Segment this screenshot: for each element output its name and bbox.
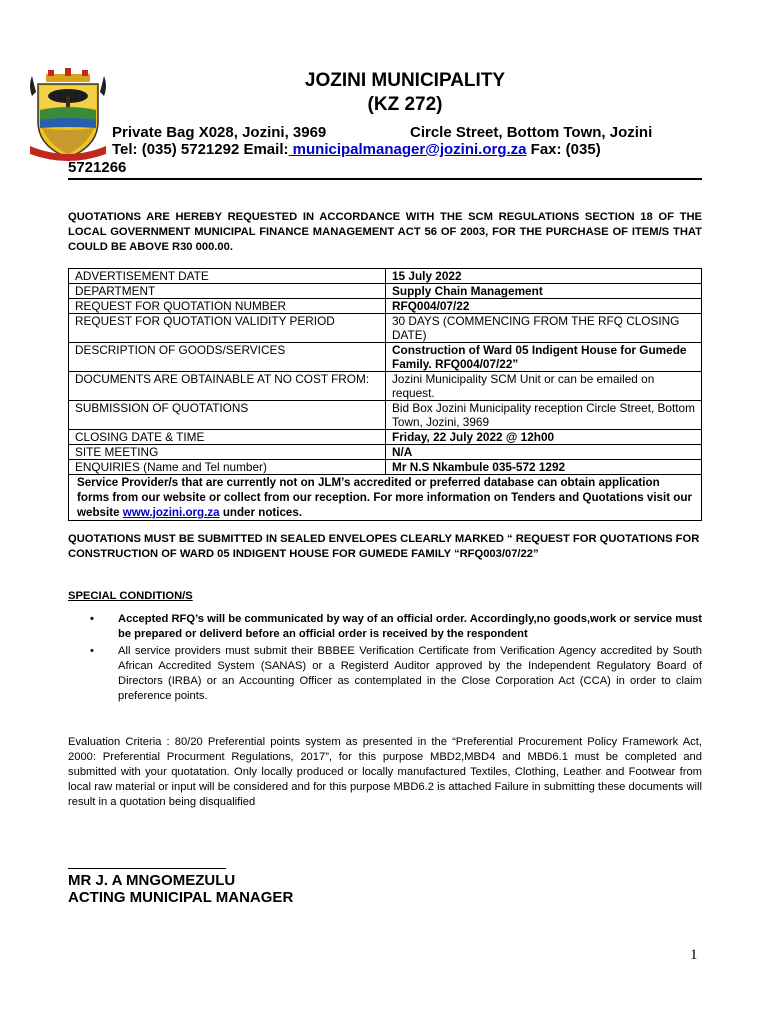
notice-text-end: under notices.: [219, 506, 303, 519]
condition-text: Accepted RFQ’s will be communicated by way of an official order. Accordingly,no goods,work or service must be prepared or deliverd before an official order is received by the respondent: [118, 613, 702, 640]
table-row: [69, 372, 702, 401]
table-row: [69, 430, 702, 445]
rfq-details-table: [68, 268, 702, 521]
table-notice-row: [69, 475, 702, 521]
envelope-marking-instruction: QUOTATIONS MUST BE SUBMITTED IN SEALED ENVELOPES CLEARLY MARKED “ REQUEST FOR QUOTATIONS FOR CONSTRUCTION OF WARD 05 INDIGENT HOUSE FOR GUMEDE FAMILY “RFQ003/07/22”: [68, 533, 700, 560]
email-link[interactable]: municipalmanager@jozini.org.za: [288, 141, 527, 158]
row-value: Construction of Ward 05 Indigent House for Gumede Family. RFQ004/07/22”: [386, 343, 702, 372]
signature-line: [68, 868, 226, 869]
contact-line: [112, 141, 601, 158]
row-label: CLOSING DATE & TIME: [69, 430, 386, 445]
street-address: Circle Street, Bottom Town, Jozini: [410, 124, 653, 141]
row-label: REQUEST FOR QUOTATION NUMBER: [69, 299, 386, 314]
row-value: RFQ004/07/22: [386, 299, 702, 314]
fax-label: Fax: (035): [526, 141, 601, 158]
row-label: DOCUMENTS ARE OBTAINABLE AT NO COST FROM:: [69, 372, 386, 401]
row-label: SUBMISSION OF QUOTATIONS: [69, 401, 386, 430]
row-label: DESCRIPTION OF GOODS/SERVICES: [69, 343, 386, 372]
row-value: Supply Chain Management: [386, 284, 702, 299]
intro-paragraph: QUOTATIONS ARE HEREBY REQUESTED IN ACCORDANCE WITH THE SCM REGULATIONS SECTION 18 OF THE LOCAL GOVERNMENT MUNICIPAL FINANCE MANAGEMENT ACT 56 OF 2003, FOR THE PURCHASE OF ITEM/S THAT COULD BE ABOVE R30 000.00.: [68, 211, 702, 253]
table-row: [69, 401, 702, 430]
list-item: [68, 644, 702, 704]
municipality-title: JOZINI MUNICIPALITY: [304, 70, 506, 91]
row-label: SITE MEETING: [69, 445, 386, 460]
municipal-crest-icon: [26, 66, 110, 166]
row-value: N/A: [386, 445, 702, 460]
table-row: [69, 460, 702, 475]
row-value: Bid Box Jozini Municipality reception Circle Street, Bottom Town, Jozini, 3969: [386, 401, 702, 430]
table-row: [69, 314, 702, 343]
notice-text: Service Provider/s that are currently not on JLM’s accredited or preferred database can obtain application forms from our website or collect from our reception. For more information on Tenders and Quotations visit our website: [77, 476, 692, 519]
page-number: 1: [690, 947, 698, 963]
table-row: [69, 343, 702, 372]
row-label: DEPARTMENT: [69, 284, 386, 299]
fax-number: 5721266: [68, 159, 127, 176]
table-row: [69, 299, 702, 314]
evaluation-criteria-paragraph: Evaluation Criteria : 80/20 Preferential points system as presented in the “Preferential Procurement Policy Framework Act, 2000: Preferential Procurment Regulations, 2017”, for this purpose MBD2,MBD4 and MBD6.1 must be completed and submitted with your quotatation. Only locally produced or locally manufactured Textiles, Clothing, Leather and Footwear from local raw material or input will be considered and for this purpose MBD6.2 is attached Failure in submitting these documents will result in a quotation being disqualified: [68, 736, 702, 808]
municipality-code: (KZ 272): [367, 94, 443, 115]
bullet-icon: •: [90, 645, 94, 657]
signatory-title: ACTING MUNICIPAL MANAGER: [68, 889, 294, 906]
website-link[interactable]: www.jozini.org.za: [122, 506, 220, 519]
row-value: 15 July 2022: [386, 269, 702, 284]
list-item: [68, 612, 702, 642]
special-conditions-heading: SPECIAL CONDITION/S: [68, 590, 193, 602]
special-conditions-list: [68, 612, 702, 706]
table-row: [69, 269, 702, 284]
row-label: ADVERTISEMENT DATE: [69, 269, 386, 284]
bullet-icon: •: [90, 613, 94, 625]
row-label: REQUEST FOR QUOTATION VALIDITY PERIOD: [69, 314, 386, 343]
header-divider: [68, 178, 702, 180]
row-value: Jozini Municipality SCM Unit or can be emailed on request.: [386, 372, 702, 401]
row-value: 30 DAYS (COMMENCING FROM THE RFQ CLOSING DATE): [386, 314, 702, 343]
postal-address: Private Bag X028, Jozini, 3969: [112, 124, 327, 141]
service-provider-notice: [69, 475, 702, 521]
row-label: ENQUIRIES (Name and Tel number): [69, 460, 386, 475]
table-row: [69, 445, 702, 460]
row-value: Friday, 22 July 2022 @ 12h00: [386, 430, 702, 445]
signatory-name: MR J. A MNGOMEZULU: [68, 872, 236, 889]
row-value: Mr N.S Nkambule 035-572 1292: [386, 460, 702, 475]
table-row: [69, 284, 702, 299]
condition-text: All service providers must submit their BBBEE Verification Certificate from Verification Agency accredited by South African Accredited System (SANAS) or a Registerd Auditor approved by the Independent Regulatory Board of Directors (IRBA) or an Accounting Officer as contemplated in the Close Corporation Act (CCA) in order to claim preference points.: [118, 645, 702, 702]
tel-label: Tel: (035) 5721292 Email:: [112, 141, 289, 158]
